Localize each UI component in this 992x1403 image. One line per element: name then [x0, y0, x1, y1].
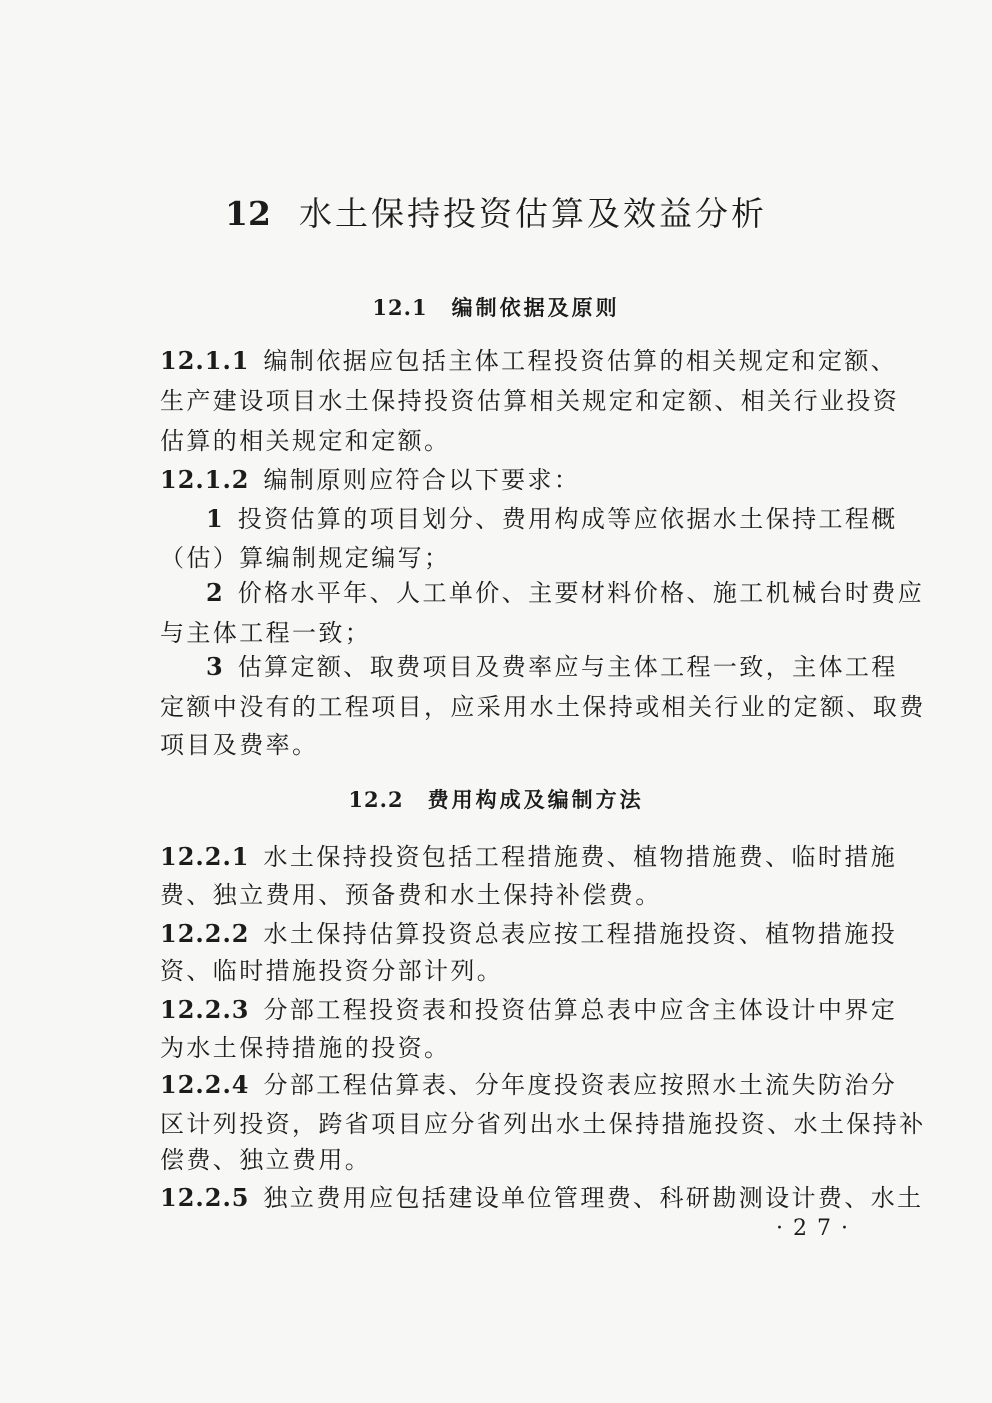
clause-text: 为水土保持措施的投资。	[160, 1034, 451, 1062]
item-text: 与主体工程一致；	[160, 619, 372, 647]
item-text: 估算定额、取费项目及费率应与主体工程一致，主体工程	[237, 653, 898, 681]
section-title: 编制依据及原则	[451, 295, 620, 320]
clause-number: 12.2.4	[160, 1070, 250, 1099]
chapter-title: 水土保持投资估算及效益分析	[298, 194, 767, 233]
clause-text: 偿费、独立费用。	[160, 1146, 372, 1174]
clause-number: 12.2.5	[160, 1183, 250, 1212]
clause-number: 12.2.3	[160, 995, 250, 1024]
clause-number: 12.1.2	[160, 465, 250, 494]
clause-text: 编制原则应符合以下要求：	[263, 466, 581, 494]
page-number: ·27·	[776, 1216, 858, 1241]
list-item-line	[160, 728, 860, 762]
clause-line	[160, 917, 898, 951]
item-text: （估）算编制规定编写；	[160, 544, 451, 572]
clause-text: 估算的相关规定和定额。	[160, 427, 451, 455]
clause-line	[160, 384, 900, 418]
clause-line	[160, 878, 860, 912]
clause-text: 区计列投资，跨省项目应分省列出水土保持措施投资、水土保持补	[160, 1110, 926, 1138]
section-heading	[0, 292, 992, 324]
clause-line	[160, 1068, 898, 1102]
clause-line	[160, 424, 860, 458]
clause-line	[160, 463, 860, 497]
clause-text: 分部工程投资表和投资估算总表中应含主体设计中界定	[263, 996, 898, 1024]
list-item-line	[206, 502, 898, 536]
clause-text: 分部工程估算表、分年度投资表应按照水土流失防治分	[263, 1071, 898, 1099]
clause-number: 12.2.2	[160, 919, 250, 948]
clause-number: 12.2.1	[160, 842, 250, 871]
clause-text: 生产建设项目水土保持投资估算相关规定和定额、相关行业投资	[160, 387, 900, 415]
section-number: 12.1	[372, 295, 428, 320]
item-text: 项目及费率。	[160, 731, 319, 759]
list-item-line	[160, 541, 860, 575]
section-number: 12.2	[348, 787, 404, 812]
list-item-line	[160, 690, 926, 724]
clause-line	[160, 1107, 926, 1141]
clause-line	[160, 954, 860, 988]
clause-line	[160, 344, 898, 378]
clause-line	[160, 993, 898, 1027]
item-text: 投资估算的项目划分、费用构成等应依据水土保持工程概	[237, 505, 898, 533]
clause-text: 费、独立费用、预备费和水土保持补偿费。	[160, 881, 662, 909]
clause-number: 12.1.1	[160, 346, 250, 375]
clause-line	[160, 1143, 860, 1177]
chapter-number: 12	[225, 194, 271, 233]
item-text: 价格水平年、人工单价、主要材料价格、施工机械台时费应	[237, 579, 925, 607]
item-number: 2	[206, 578, 224, 607]
clause-text: 编制依据应包括主体工程投资估算的相关规定和定额、	[263, 347, 898, 375]
clause-text: 水土保持投资包括工程措施费、植物措施费、临时措施	[263, 843, 898, 871]
item-number: 3	[206, 652, 224, 681]
list-item-line	[160, 616, 860, 650]
clause-line	[160, 1181, 924, 1215]
list-item-line	[206, 576, 925, 610]
item-number: 1	[206, 504, 224, 533]
list-item-line	[206, 650, 898, 684]
clause-line	[160, 1031, 860, 1065]
clause-text: 独立费用应包括建设单位管理费、科研勘测设计费、水土	[263, 1184, 924, 1212]
item-text: 定额中没有的工程项目，应采用水土保持或相关行业的定额、取费	[160, 693, 926, 721]
chapter-heading	[0, 190, 992, 238]
clause-text: 水土保持估算投资总表应按工程措施投资、植物措施投	[263, 920, 898, 948]
section-title: 费用构成及编制方法	[427, 787, 644, 812]
clause-line	[160, 840, 898, 874]
clause-text: 资、临时措施投资分部计列。	[160, 957, 504, 985]
section-heading	[0, 784, 992, 816]
